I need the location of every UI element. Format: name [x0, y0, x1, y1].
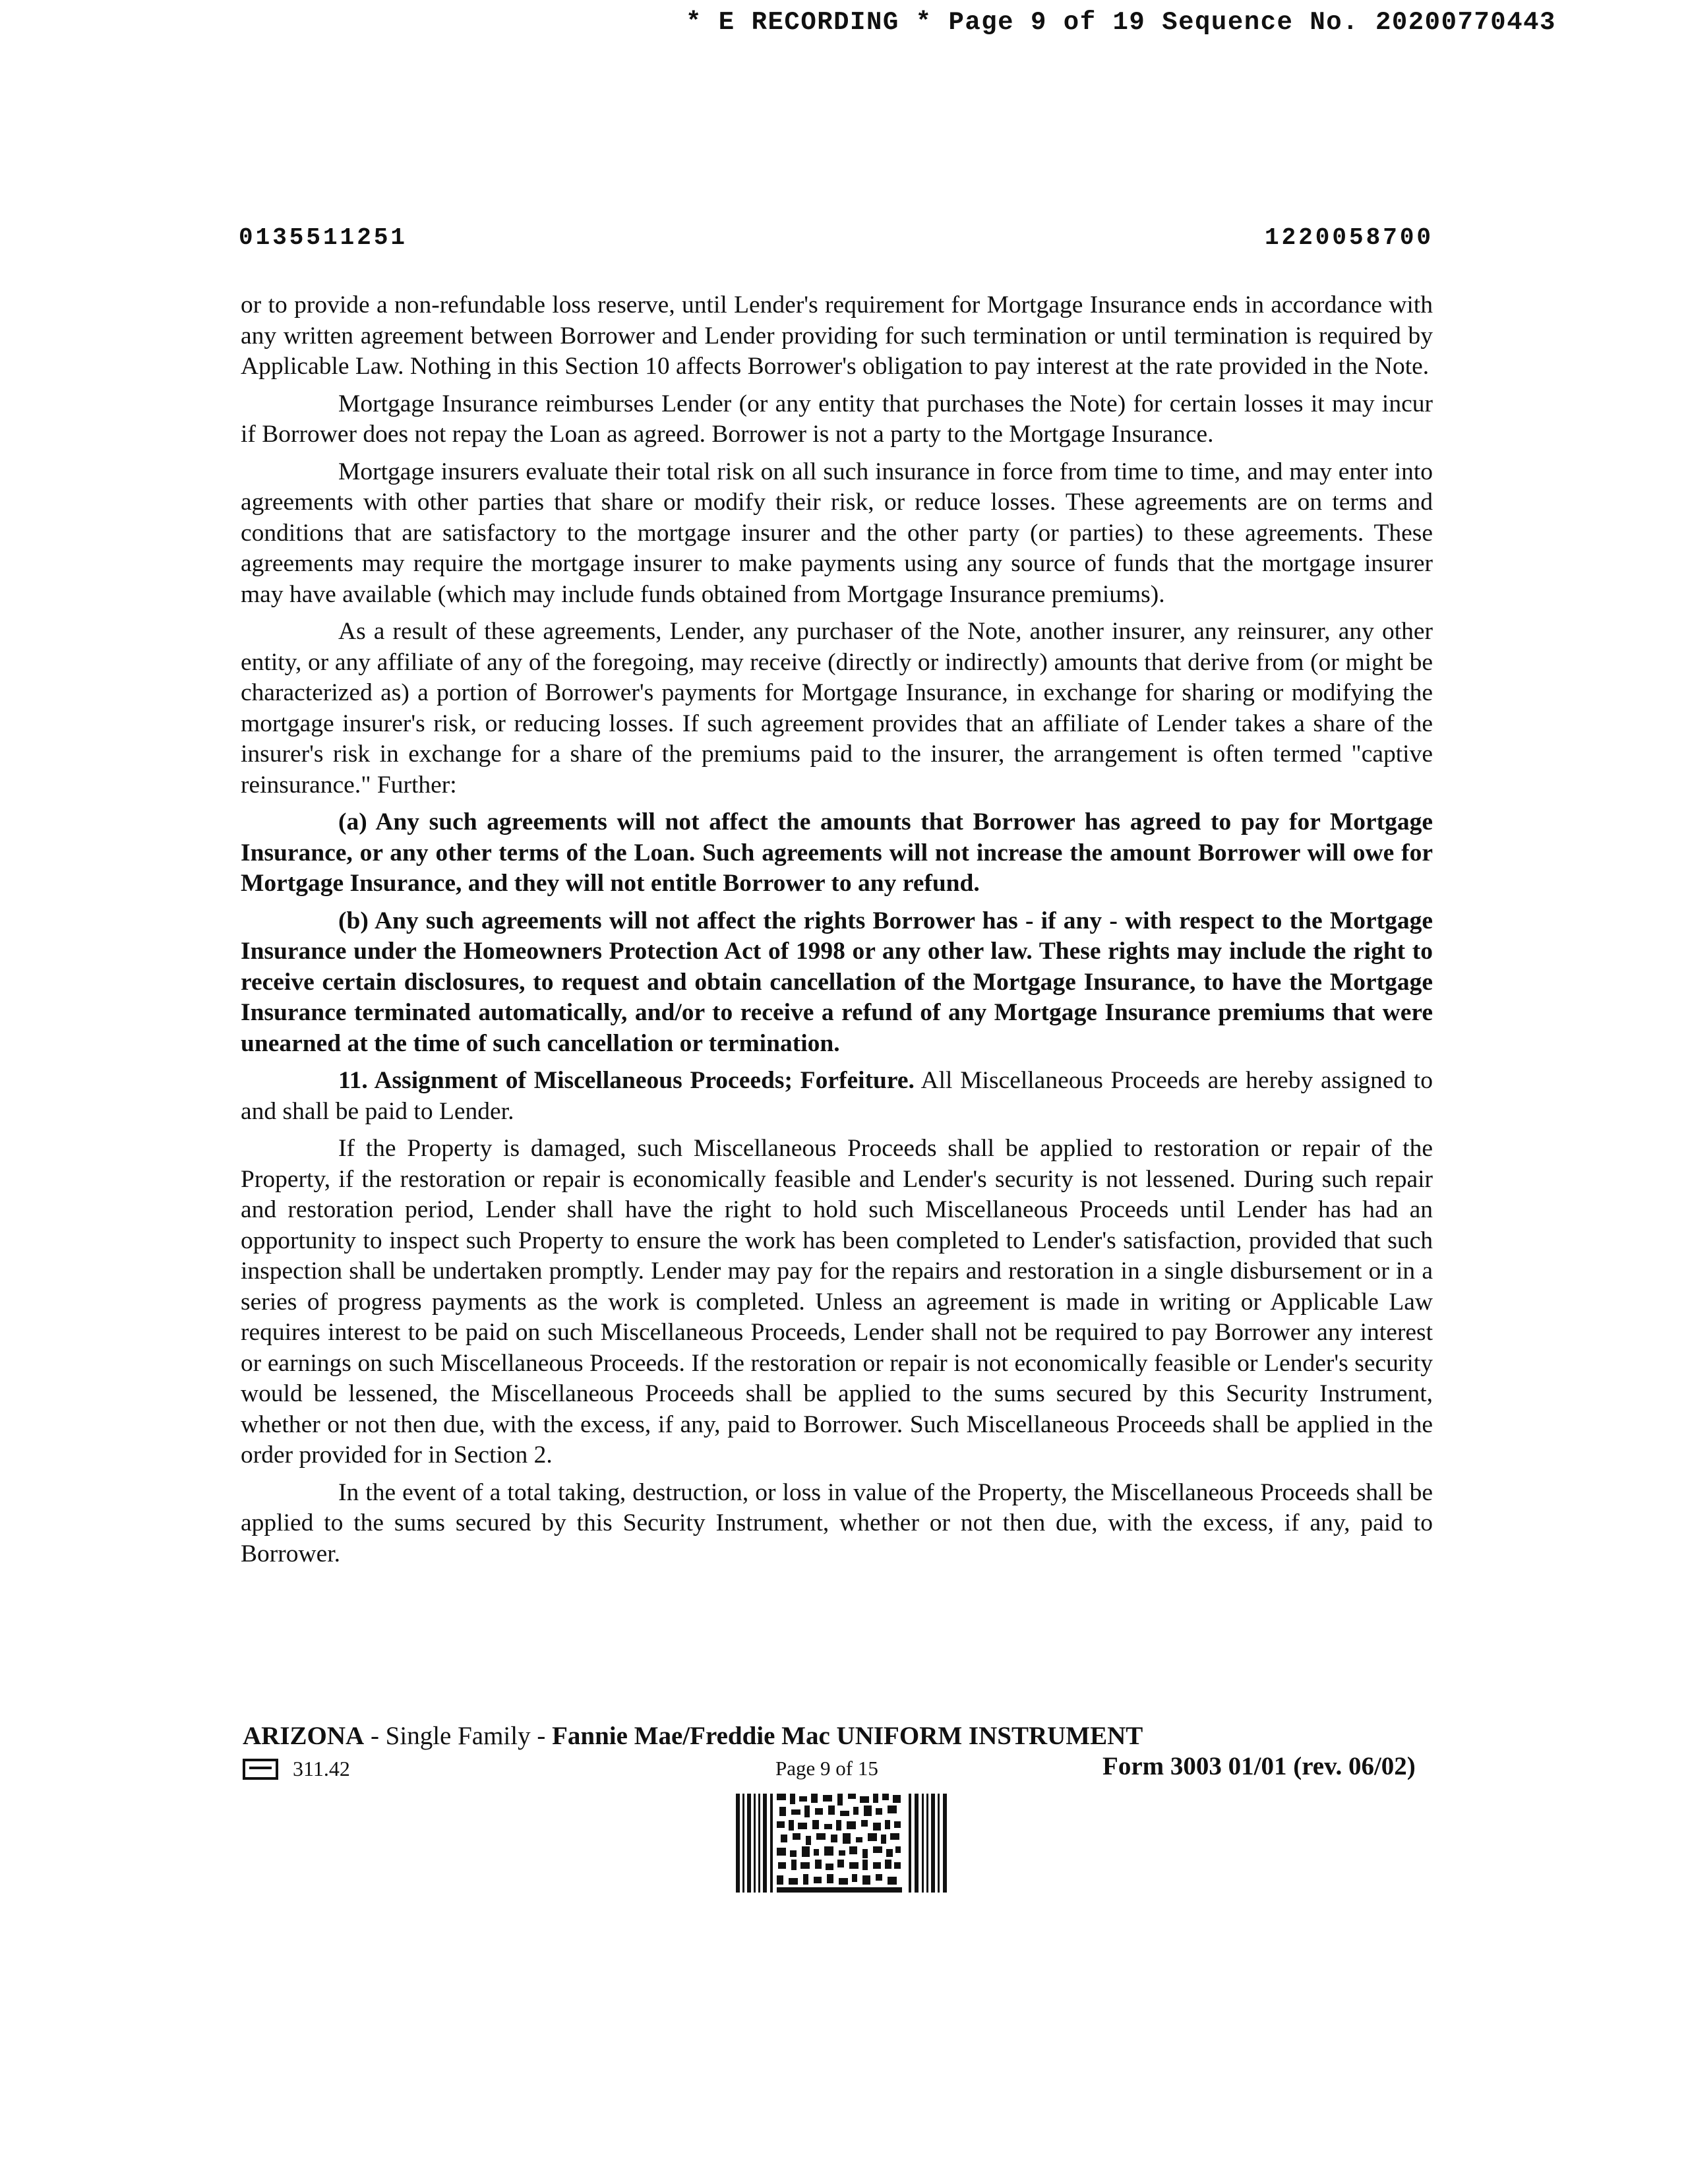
- paragraph: If the Property is damaged, such Miscellaneous Proceeds shall be applied to restoration or repair of the Property, if the restoration or repair is economically feasible and Lender's security is not lessened. During such repair and restoration period, Lender shall have the right to hold such Miscellaneous Proceeds until Lender has had an opportunity to inspect such Property to ensure the work has been completed to Lender's satisfaction, provided that such inspection shall be undertaken promptly. Lender may pay for the repairs and restoration in a single disbursement or in a series of progress payments as the work is completed. Unless an agreement is made in writing or Applicable Law requires interest to be paid on such Miscellaneous Proceeds, Lender shall not be required to pay Borrower any interest or earnings on such Miscellaneous Proceeds. If the restoration or repair is not economically feasible or Lender's security would be lessened, the Miscellaneous Proceeds shall be applied to the sums secured by this Security Instrument, whether or not then due, with the excess, if any, paid to Borrower. Such Miscellaneous Proceeds shall be applied in the order provided for in Section 2.: [241, 1135, 1433, 1469]
- form-code: 311.42: [293, 1757, 350, 1780]
- section-11-heading: 11. Assignment of Miscellaneous Proceeds; Forfeiture.: [338, 1067, 915, 1094]
- footer-instrument-line: [243, 1721, 1143, 1751]
- footer-form-number: Form 3003 01/01 (rev. 06/02): [1102, 1752, 1416, 1780]
- barcode-icon: [736, 1794, 948, 1893]
- document-logo-icon: [243, 1759, 278, 1780]
- loan-number-left: 0135511251: [239, 224, 408, 251]
- section-11-paragraph: [241, 1066, 1433, 1127]
- footer-instrument: Fannie Mae/Freddie Mac UNIFORM INSTRUMENT: [552, 1722, 1143, 1750]
- paragraph: In the event of a total taking, destruction, or loss in value of the Property, the Miscellaneous Proceeds shall be applied to the sums secured by this Security Instrument, whether or not then due, with the excess, if any, paid to Borrower.: [241, 1478, 1433, 1567]
- section-11-text: All Miscellaneous Proceeds are hereby assigned to and shall be paid to Lender.: [241, 1067, 1433, 1125]
- document-body: [241, 290, 1433, 1576]
- loan-number-right: 1220058700: [1265, 224, 1434, 251]
- footer-state: ARIZONA: [243, 1722, 365, 1750]
- recording-stamp: * E RECORDING * Page 9 of 19 Sequence No. 20200770443: [686, 8, 1556, 37]
- paragraph: Mortgage insurers evaluate their total risk on all such insurance in force from time to time, and may enter into agreements with other parties that share or modify their risk, or reduce losses. These agreements are on terms and conditions that are satisfactory to the mortgage insurer and the other party (or parties) to these agreements. These agreements may require the mortgage insurer to make payments using any source of funds that the mortgage insurer may have available (which may include funds obtained from Mortgage Insurance premiums).: [241, 458, 1433, 608]
- paragraph: As a result of these agreements, Lender, any purchaser of the Note, another insurer, any reinsurer, any other entity, or any affiliate of any of the foregoing, may receive (directly or indirectly) amounts that derive from (or might be characterized as) a portion of Borrower's payments for Mortgage Insurance, in exchange for sharing or modifying the mortgage insurer's risk, or reducing losses. If such agreement provides that an affiliate of Lender takes a share of the insurer's risk in exchange for a share of the premiums paid to the insurer, the arrangement is often termed "captive reinsurance." Further:: [241, 618, 1433, 799]
- footer-family: - Single Family -: [364, 1722, 553, 1750]
- paragraph: Mortgage Insurance reimburses Lender (or any entity that purchases the Note) for certain losses it may incur if Borrower does not repay the Loan as agreed. Borrower is not a party to the Mortgage Insurance.: [241, 390, 1433, 448]
- paragraph-bold-b: (b) Any such agreements will not affect the rights Borrower has - if any - with respect to the Mortgage Insurance under the Homeowners Protection Act of 1998 or any other law. These rights may include the right to receive certain disclosures, to request and obtain cancellation of the Mortgage Insurance, to have the Mortgage Insurance terminated automatically, and/or to receive a refund of any Mortgage Insurance premiums that were unearned at the time of such cancellation or termination.: [241, 907, 1433, 1057]
- paragraph: or to provide a non-refundable loss reserve, until Lender's requirement for Mortgage Insurance ends in accordance with any written agreement between Borrower and Lender providing for such termination or until termination is required by Applicable Law. Nothing in this Section 10 affects Borrower's obligation to pay interest at the rate provided in the Note.: [241, 291, 1433, 380]
- footer-page-number: Page 9 of 15: [775, 1757, 878, 1780]
- footer-form-code: [243, 1757, 350, 1781]
- paragraph-bold-a: (a) Any such agreements will not affect the amounts that Borrower has agreed to pay for Mortgage Insurance, or any other terms of the Loan. Such agreements will not increase the amount Borrower will owe for Mortgage Insurance, and they will not entitle Borrower to any refund.: [241, 808, 1433, 897]
